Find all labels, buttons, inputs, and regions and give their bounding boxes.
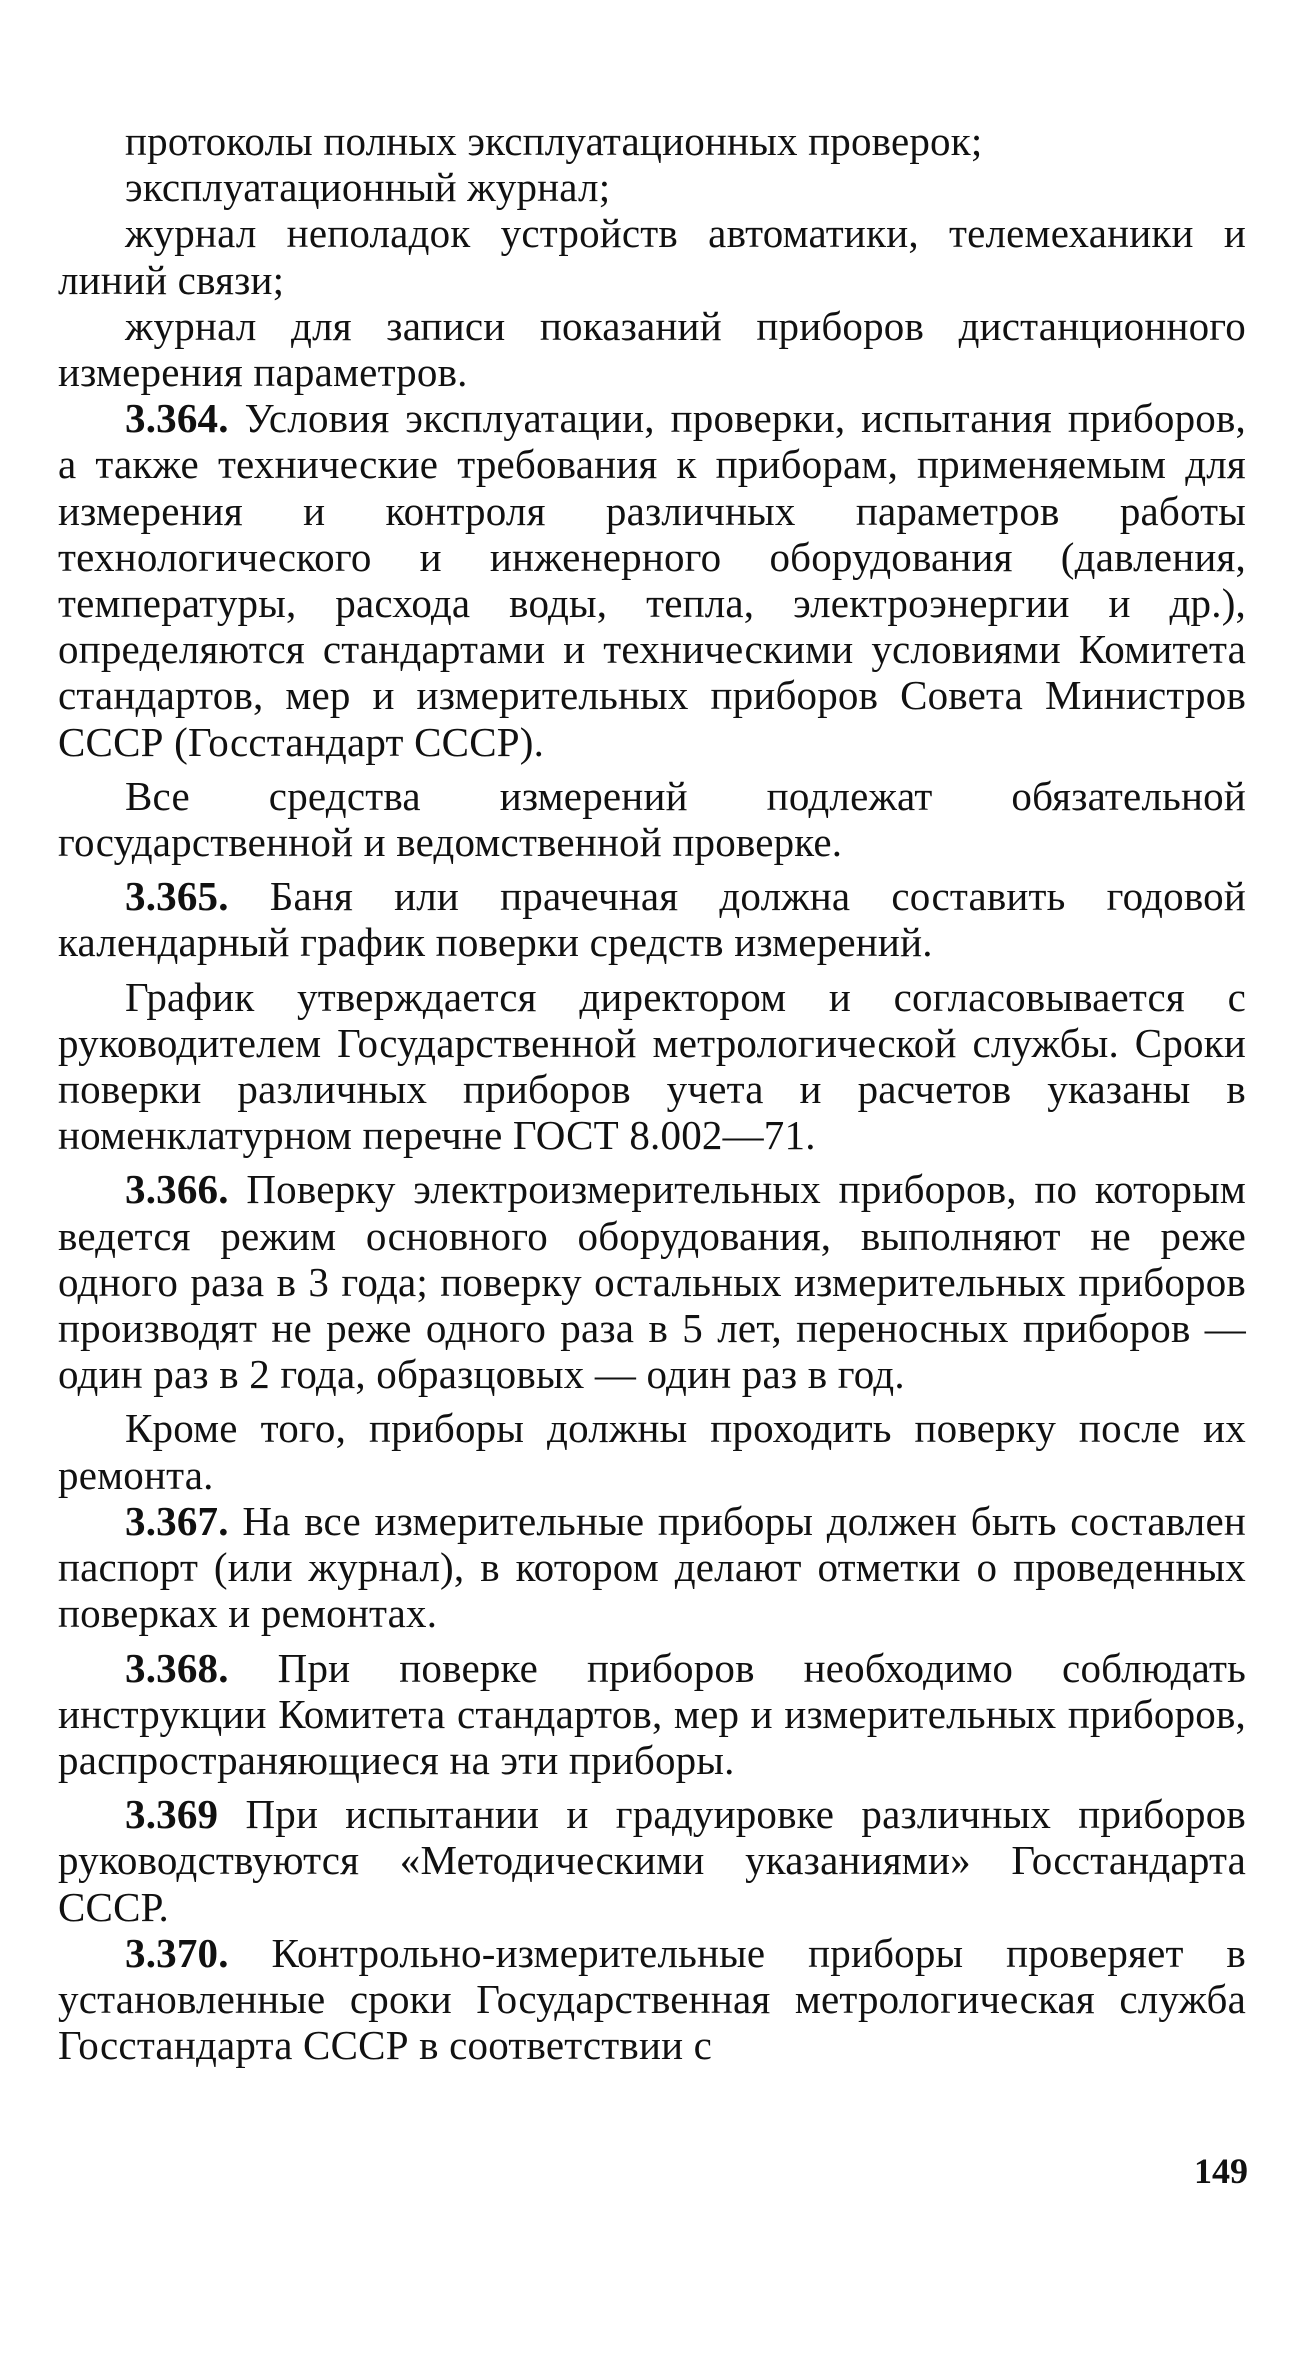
section-number: 3.370. <box>125 1929 229 1976</box>
paragraph-3-366: 3.366. Поверку электроизмерительных приборов, по которым ведется режим основного оборудования, выполняют не реже одного раза в 3 года; поверку остальных измерительных приборов производят не реже одного раза в 5 лет, переносных приборов — один раз в 2 года, образцовых — один раз в год. <box>58 1166 1246 1398</box>
section-number: 3.366. <box>125 1166 229 1213</box>
paragraph: Все средства измерений подлежат обязательной государственной и ведомственной проверке. <box>58 772 1246 866</box>
section-number: 3.364. <box>125 395 229 442</box>
page-text <box>58 118 1246 2068</box>
paragraph: журнал неполадок устройств автоматики, телемеханики и линий связи; <box>58 210 1246 303</box>
paragraph: протоколы полных эксплуатационных проверок; <box>125 118 983 164</box>
paragraph-3-369: 3.369 При испытании и градуировке различных приборов руководствуются «Методическими указаниями» Госстандарта СССР. <box>58 1791 1246 1930</box>
paragraph: График утверждается директором и согласовывается с руководителем Государственной метрологической службы. Сроки поверки различных приборов учета и расчетов указаны в номенклатурном перечне ГОСТ 8.002—71. <box>58 973 1246 1159</box>
section-number: 3.368. <box>125 1644 229 1691</box>
paragraph: Кроме того, приборы должны проходить поверку после их ремонта. <box>58 1405 1246 1498</box>
paragraph-3-365: 3.365. Баня или прачечная должна составить годовой календарный график поверки средств измерений. <box>58 873 1247 966</box>
paragraph-3-370: 3.370. Контрольно-измерительные приборы проверяет в установленные сроки Государственная метрологическая служба Госстандарта СССР в соответствии с <box>58 1929 1246 2069</box>
paragraph: эксплуатационный журнал; <box>125 164 611 211</box>
paragraph: журнал для записи показаний приборов дистанционного измерения параметров. <box>58 302 1246 396</box>
section-number: 3.365. <box>125 873 229 920</box>
paragraph-3-364: 3.364. Условия эксплуатации, проверки, испытания приборов, а также технические требования к приборам, применяемым для измерения и контроля различных параметров работы технологического и инженерного оборудования (давления, температуры, расхода воды, тепла, электроэнергии и др.), определяются стандартами и техническими условиями Комитета стандартов, мер и измерительных приборов Совета Министров СССР (Госстандарт СССР). <box>58 395 1246 765</box>
paragraph-3-367: 3.367. На все измерительные приборы должен быть составлен паспорт (или журнал), в котором делают отметки о проведенных поверках и ремонтах. <box>58 1497 1247 1637</box>
paragraph-3-368: 3.368. При поверке приборов необходимо соблюдать инструкции Комитета стандартов, мер и измерительных приборов, распространяющиеся на эти приборы. <box>58 1644 1247 1783</box>
page-number: 149 <box>1194 2151 1248 2191</box>
section-number: 3.367. <box>125 1497 229 1544</box>
section-number: 3.369 <box>125 1791 219 1838</box>
